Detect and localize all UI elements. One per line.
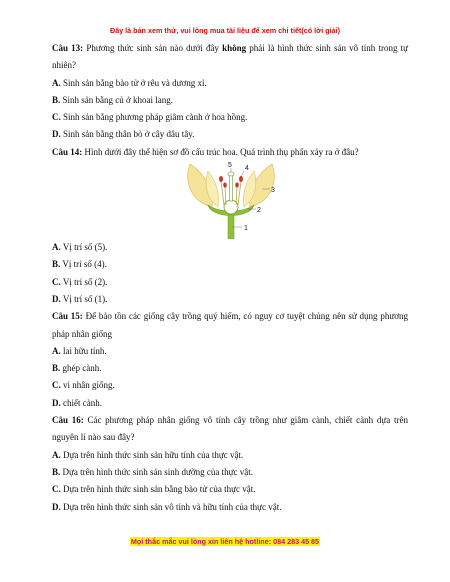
option-text: lai hữu tính.	[60, 345, 107, 356]
question-text: Các phương pháp nhân giống vô tính cây trồng như giâm cành, chiết cành dựa trên nguyên lí nào sau đây?	[52, 415, 408, 443]
option-text: Dựa trên hình thức sinh sản hữu tính của thực vật.	[60, 449, 244, 460]
option-letter: A.	[52, 449, 61, 460]
figure-label-1: 1	[244, 225, 248, 233]
option-b	[52, 92, 408, 109]
option-text: chiết cành.	[60, 397, 102, 408]
option-letter: C.	[52, 276, 61, 287]
figure-label-4: 4	[245, 165, 249, 173]
option-letter: B.	[52, 94, 61, 105]
option-letter: B.	[52, 363, 61, 374]
question-16	[52, 412, 408, 447]
option-text: Dựa trên hình thức sinh sản vô tính và hữu tính của thực vật.	[60, 501, 282, 512]
option-c	[52, 109, 408, 126]
option-letter: D.	[52, 129, 61, 140]
option-text: Vị trí số (1).	[60, 293, 108, 304]
option-letter: A.	[52, 77, 61, 88]
option-text: Sinh sản bằng củ ở khoai lang.	[60, 94, 174, 105]
option-a	[52, 239, 408, 256]
option-text: vi nhân giống.	[60, 380, 115, 391]
style	[230, 175, 233, 201]
option-text: Dựa trên hình thức sinh sản sinh dưỡng của thực vật.	[60, 466, 254, 477]
option-letter: C.	[52, 112, 61, 123]
option-a	[52, 75, 408, 92]
question-text: Để bảo tồn các giống cây trồng quý hiếm, có nguy cơ tuyệt chủng nên sử dụng phương pháp nhân giống	[52, 311, 408, 339]
question-text: phải là hình thức sinh sản vô tính trong tự nhiên?	[52, 43, 408, 71]
hotline-notice-text: Mọi thắc mắc vui lòng xin liên hệ hotline: 084 283 45 85	[130, 537, 320, 546]
flower-diagram	[52, 161, 408, 239]
option-d	[52, 126, 408, 143]
question-emphasis: không	[222, 43, 247, 53]
option-c	[52, 481, 408, 498]
option-letter: A.	[52, 242, 61, 253]
option-a	[52, 447, 408, 464]
option-d	[52, 291, 408, 308]
option-c	[52, 377, 408, 394]
anther	[223, 182, 227, 187]
option-letter: B.	[52, 466, 61, 477]
question-text: Hình dưới đây thể hiện sơ đồ cấu trúc hoa. Quá trình thụ phấn xảy ra ở đâu?	[82, 146, 359, 157]
option-text: ghép cành.	[60, 363, 102, 374]
filament	[236, 187, 237, 205]
question-text: Phương thức sinh sản nào dưới đây	[83, 43, 223, 53]
option-text: Sinh sản bằng thân bò ở cây dâu tây.	[60, 129, 195, 140]
figure-label-3: 3	[271, 187, 275, 195]
option-b	[52, 256, 408, 273]
preview-notice-banner	[0, 26, 450, 35]
question-number: Câu 14:	[52, 146, 83, 157]
option-text: Dựa trên hình thức sinh sản bằng bào tử của thực vật.	[60, 484, 256, 495]
option-letter: D.	[52, 501, 61, 512]
anther	[219, 176, 223, 182]
filament	[225, 187, 226, 205]
option-b	[52, 360, 408, 377]
figure-label-2: 2	[257, 207, 261, 215]
question-number: Câu 13:	[52, 43, 84, 53]
option-text: Sinh sản bằng phương pháp giâm cành ở hoa hồng.	[60, 112, 248, 123]
option-d	[52, 395, 408, 412]
stigma	[228, 172, 234, 176]
option-letter: C.	[52, 380, 61, 391]
option-b	[52, 464, 408, 481]
anther	[235, 182, 239, 187]
question-14	[52, 144, 408, 161]
option-letter: D.	[52, 293, 61, 304]
question-number: Câu 15:	[52, 311, 83, 322]
option-letter: B.	[52, 259, 61, 270]
leader-line	[241, 171, 244, 177]
option-letter: A.	[52, 345, 61, 356]
figure-label-5: 5	[228, 162, 232, 170]
option-letter: D.	[52, 397, 61, 408]
option-c	[52, 274, 408, 291]
option-text: Vị trí số (4).	[60, 259, 107, 270]
option-a	[52, 343, 408, 360]
option-text: Vị trí số (2).	[60, 276, 108, 287]
flower-structure-figure	[182, 161, 282, 239]
question-number: Câu 16:	[52, 415, 84, 426]
question-15	[52, 308, 408, 343]
option-d	[52, 499, 408, 516]
question-13	[52, 40, 408, 75]
option-text: Sinh sản bằng bào tử ở rêu và dương xỉ.	[60, 77, 207, 88]
preview-notice-text: Đây là bản xem thử, vui lòng mua tài liệu để xem chi tiết(có lời giải)	[110, 26, 340, 35]
question-content	[52, 40, 408, 516]
option-text: Vị trí số (5).	[60, 242, 108, 253]
hotline-notice-banner	[0, 537, 450, 546]
option-letter: C.	[52, 484, 61, 495]
